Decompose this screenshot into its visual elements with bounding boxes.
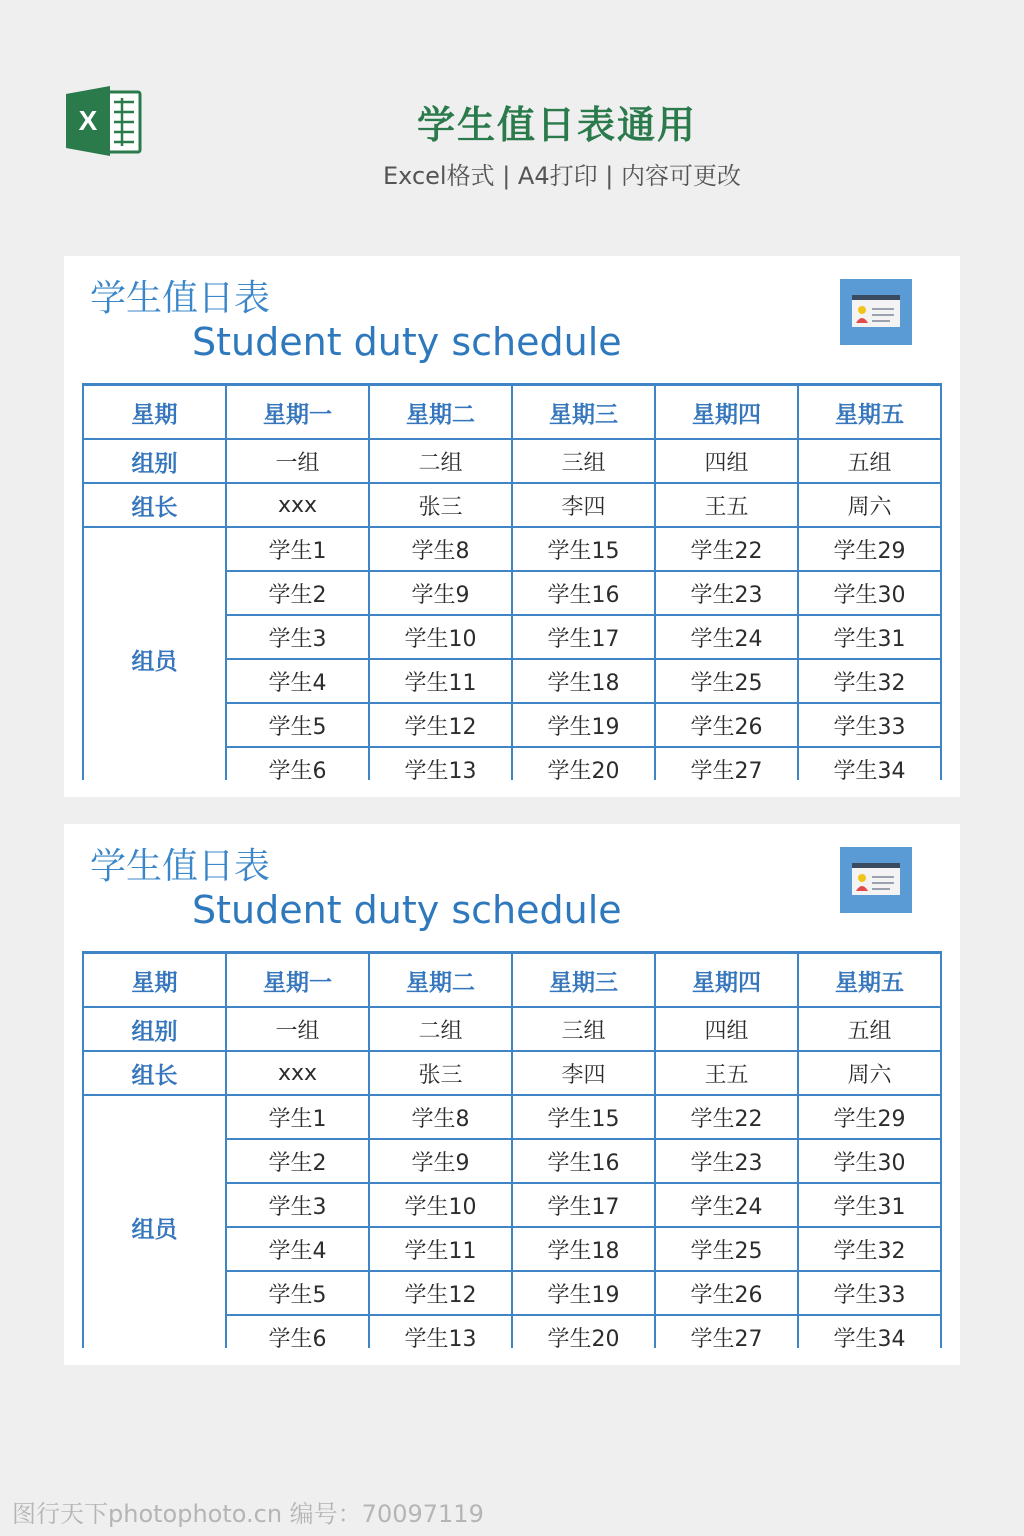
card-title-en: Student duty schedule xyxy=(192,888,622,932)
header-cell: 星期三 xyxy=(512,385,655,440)
table-cell: 学生19 xyxy=(512,703,655,747)
table-cell: 学生29 xyxy=(798,527,941,571)
table-cell: 学生31 xyxy=(798,615,941,659)
table-cell: 学生30 xyxy=(798,1139,941,1183)
table-cell: 学生9 xyxy=(369,571,512,615)
table-cell: 学生26 xyxy=(655,1271,798,1315)
table-cell: 学生3 xyxy=(226,615,369,659)
table-cell: 五组 xyxy=(798,439,941,483)
table-cell: 学生9 xyxy=(369,1139,512,1183)
table-cell: 学生34 xyxy=(798,747,941,780)
card-title-cn: 学生值日表 xyxy=(90,846,271,887)
card-title-en: Student duty schedule xyxy=(192,320,622,364)
table-cell: 学生1 xyxy=(226,527,369,571)
table-cell: 学生17 xyxy=(512,1183,655,1227)
table-cell: 学生24 xyxy=(655,1183,798,1227)
header-cell: 星期一 xyxy=(226,953,369,1008)
header-cell: 星期三 xyxy=(512,953,655,1008)
table-cell: 学生8 xyxy=(369,1095,512,1139)
header-cell: 星期二 xyxy=(369,385,512,440)
duty-card-1 xyxy=(64,256,960,797)
table-cell: xxx xyxy=(226,483,369,527)
table-cell: 学生27 xyxy=(655,747,798,780)
table-cell: 学生33 xyxy=(798,1271,941,1315)
table-cell: 学生17 xyxy=(512,615,655,659)
table-cell: 学生5 xyxy=(226,703,369,747)
table-cell: 二组 xyxy=(369,1007,512,1051)
table-cell: 学生11 xyxy=(369,659,512,703)
table-cell: 学生27 xyxy=(655,1315,798,1348)
header-cell: 星期四 xyxy=(655,385,798,440)
table-cell: 学生26 xyxy=(655,703,798,747)
row-label: 组长 xyxy=(83,1051,226,1095)
page-subtitle: Excel格式 | A4打印 | 内容可更改 xyxy=(383,162,741,190)
table-cell: 学生24 xyxy=(655,615,798,659)
table-cell: 学生29 xyxy=(798,1095,941,1139)
table-cell: 学生12 xyxy=(369,1271,512,1315)
header-cell: 星期四 xyxy=(655,953,798,1008)
table-cell: 张三 xyxy=(369,483,512,527)
table-cell: 学生3 xyxy=(226,1183,369,1227)
table-cell: 李四 xyxy=(512,1051,655,1095)
card-title-cn: 学生值日表 xyxy=(90,278,271,319)
table-cell: 学生32 xyxy=(798,1227,941,1271)
table-cell: 周六 xyxy=(798,1051,941,1095)
header-cell: 星期 xyxy=(83,953,226,1008)
table-cell: 学生15 xyxy=(512,527,655,571)
table-cell: 三组 xyxy=(512,1007,655,1051)
header-cell: 星期五 xyxy=(798,953,941,1008)
duty-table xyxy=(82,951,942,1348)
table-cell: 周六 xyxy=(798,483,941,527)
row-label: 组员 xyxy=(83,1095,226,1348)
row-label: 组长 xyxy=(83,483,226,527)
table-cell: 四组 xyxy=(655,1007,798,1051)
leader-row xyxy=(83,1051,941,1095)
table-cell: 学生11 xyxy=(369,1227,512,1271)
member-row xyxy=(83,1095,941,1139)
duty-table-viewport[interactable] xyxy=(81,951,943,1348)
table-header-row xyxy=(83,385,941,440)
table-cell: 学生13 xyxy=(369,747,512,780)
table-cell: 学生22 xyxy=(655,527,798,571)
table-cell: 学生25 xyxy=(655,1227,798,1271)
table-cell: 学生23 xyxy=(655,1139,798,1183)
table-cell: 学生20 xyxy=(512,747,655,780)
header-cell: 星期 xyxy=(83,385,226,440)
group-row xyxy=(83,439,941,483)
table-cell: 学生13 xyxy=(369,1315,512,1348)
table-cell: 五组 xyxy=(798,1007,941,1051)
table-cell: 四组 xyxy=(655,439,798,483)
table-cell: 学生4 xyxy=(226,1227,369,1271)
id-card-icon xyxy=(840,847,912,913)
duty-card-2 xyxy=(64,824,960,1365)
table-cell: 学生10 xyxy=(369,1183,512,1227)
table-cell: 学生6 xyxy=(226,1315,369,1348)
table-cell: 学生23 xyxy=(655,571,798,615)
table-cell: 学生1 xyxy=(226,1095,369,1139)
row-label: 组别 xyxy=(83,1007,226,1051)
table-cell: 学生6 xyxy=(226,747,369,780)
table-cell: 学生31 xyxy=(798,1183,941,1227)
table-cell: 学生12 xyxy=(369,703,512,747)
table-cell: 学生34 xyxy=(798,1315,941,1348)
page-title: 学生值日表通用 xyxy=(416,103,697,147)
header-cell: 星期五 xyxy=(798,385,941,440)
header-cell: 星期一 xyxy=(226,385,369,440)
table-cell: 学生18 xyxy=(512,1227,655,1271)
table-cell: 一组 xyxy=(226,439,369,483)
duty-table-viewport[interactable] xyxy=(81,383,943,780)
table-cell: 一组 xyxy=(226,1007,369,1051)
table-cell: 学生30 xyxy=(798,571,941,615)
table-cell: 学生10 xyxy=(369,615,512,659)
table-header-row xyxy=(83,953,941,1008)
table-cell: 学生33 xyxy=(798,703,941,747)
duty-table xyxy=(82,383,942,780)
table-cell: 学生22 xyxy=(655,1095,798,1139)
excel-logo-letter: X xyxy=(78,105,98,136)
table-cell: 学生5 xyxy=(226,1271,369,1315)
id-card-icon xyxy=(840,279,912,345)
table-cell: 王五 xyxy=(655,1051,798,1095)
table-cell: 三组 xyxy=(512,439,655,483)
row-label: 组别 xyxy=(83,439,226,483)
table-cell: 学生25 xyxy=(655,659,798,703)
leader-row xyxy=(83,483,941,527)
table-cell: 学生19 xyxy=(512,1271,655,1315)
table-cell: 李四 xyxy=(512,483,655,527)
member-row xyxy=(83,527,941,571)
watermark-text: 图行天下photophoto.cn 编号：70097119 xyxy=(12,1500,484,1528)
table-cell: 学生15 xyxy=(512,1095,655,1139)
table-cell: 学生32 xyxy=(798,659,941,703)
header-cell: 星期二 xyxy=(369,953,512,1008)
table-cell: 学生8 xyxy=(369,527,512,571)
group-row xyxy=(83,1007,941,1051)
table-cell: 学生18 xyxy=(512,659,655,703)
table-cell: 二组 xyxy=(369,439,512,483)
table-cell: 王五 xyxy=(655,483,798,527)
table-cell: 张三 xyxy=(369,1051,512,1095)
table-cell: 学生2 xyxy=(226,571,369,615)
table-cell: 学生4 xyxy=(226,659,369,703)
table-cell: 学生16 xyxy=(512,1139,655,1183)
table-cell: 学生2 xyxy=(226,1139,369,1183)
table-cell: 学生20 xyxy=(512,1315,655,1348)
table-cell: xxx xyxy=(226,1051,369,1095)
row-label: 组员 xyxy=(83,527,226,780)
table-cell: 学生16 xyxy=(512,571,655,615)
